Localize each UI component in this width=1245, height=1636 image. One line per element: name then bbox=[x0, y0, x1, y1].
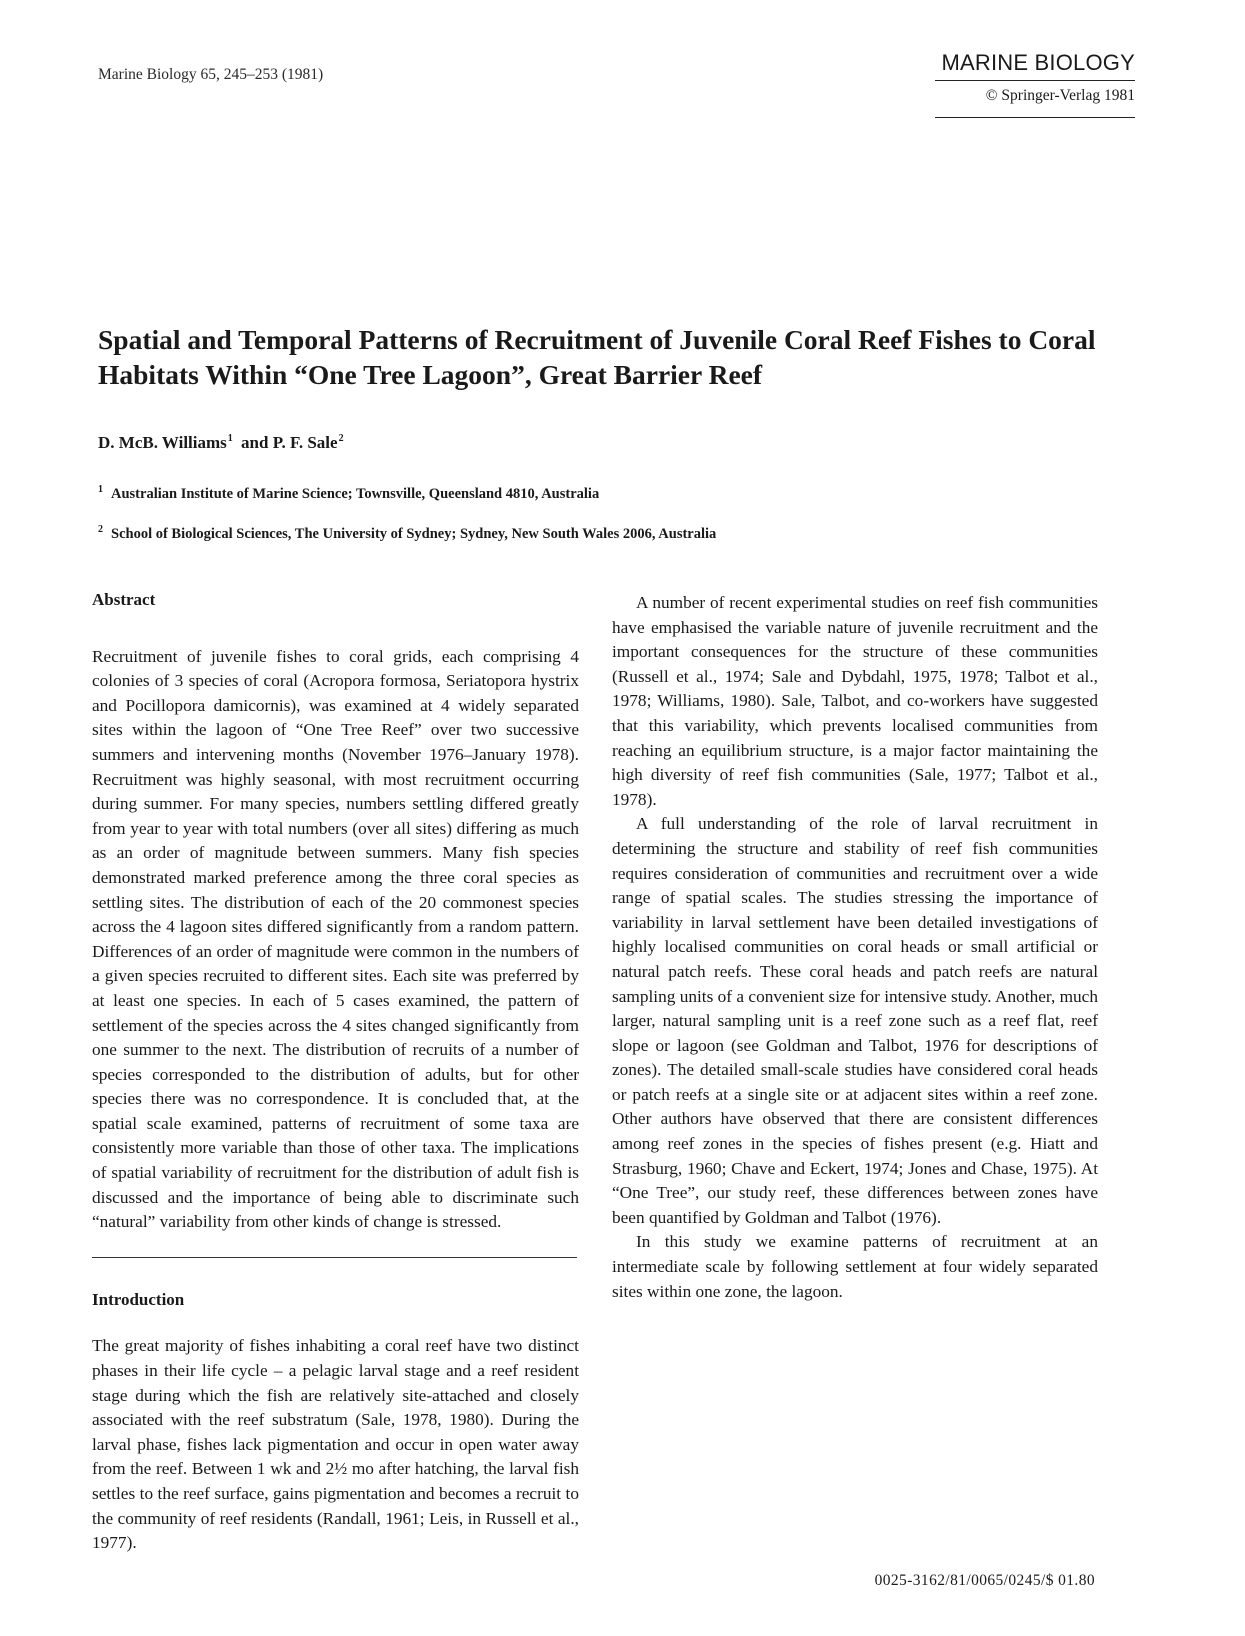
affiliation bbox=[98, 524, 716, 543]
intro-paragraph: A full understanding of the role of larval recruitment in determining the structure and stability of reef fish communities requires consideration of communities and recruitment over a wide range of spatial scales. The studies stressing the importance of variability in larval settlement have been detailed investigations of highly localised communities on coral heads or small artificial or natural patch reefs. These coral heads and patch reefs are natural sampling units of a convenient size for intensive study. Another, much larger, natural sampling unit is a reef zone such as a reef flat, reef slope or lagoon (see Goldman and Talbot, 1976 for descriptions of zones). The detailed small-scale studies have considered coral heads or patch reefs at a single site or at adjacent sites within a reef zone. Other authors have observed that there are consistent differences among reef zones in the species of fishes present (e.g. Hiatt and Strasburg, 1960; Chave and Eckert, 1974; Jones and Chase, 1975). At “One Tree”, our study reef, these differences between zones have been quantified by Goldman and Talbot (1976). bbox=[612, 814, 1098, 1227]
abstract-text: Recruitment of juvenile fishes to coral grids, each comprising 4 colonies of 3 species of coral (Acropora formosa, Seriatopora hystrix and Pocillopora damicornis), was examined at 4 widely separated sites within the lagoon of “One Tree Reef” over two successive summers and intervening months (November 1976–January 1978). Recruitment was highly seasonal, with most recruitment occurring during summer. For many species, numbers settling differed greatly from year to year with total numbers (over all sites) differing as much as an order of magnitude between summers. Many fish species demonstrated marked preference among the three coral species as settling sites. The distribution of each of the 20 commonest species across the 4 lagoon sites differed significantly from a random pattern. Differences of an order of magnitude were common in the numbers of a given species recruited to different sites. Each site was preferred by at least one species. In each of 5 cases examined, the pattern of settlement of the species across the 4 sites changed significantly from one summer to the next. The distribution of recruits of a number of species corresponded to the distribution of adults, but for other species there was no correspondence. It is concluded that, at the spatial scale examined, patterns of recruitment of some taxa are consistently more variable than those of other taxa. The implications of spatial variability of recruitment for the distribution of adult fish is discussed and the importance of being able to discriminate such “natural” variability from other kinds of change is stressed. bbox=[92, 646, 579, 1232]
author-conjunction: and bbox=[236, 433, 273, 452]
abstract-heading: Abstract bbox=[92, 590, 156, 609]
intro-paragraph: In this study we examine patterns of recruitment at an intermediate scale by following settlement at four widely separated sites within one zone, the lagoon. bbox=[612, 1232, 1098, 1301]
author-affiliation-mark: 2 bbox=[338, 433, 344, 445]
affiliation-number: 1 bbox=[98, 484, 103, 495]
affiliation-text: Australian Institute of Marine Science; Townsville, Queensland 4810, Australia bbox=[111, 485, 600, 502]
author-name: P. F. Sale bbox=[272, 433, 338, 452]
right-column bbox=[612, 591, 1098, 1304]
intro-paragraph: The great majority of fishes inhabiting a coral reef have two distinct phases in their life cycle – a pelagic larval stage and a reef resident stage during which the fish are relatively site-attached and closely associated with the reef substratum (Sale, 1978, 1980). During the larval phase, fishes lack pigmentation and occur in open water away from the reef. Between 1 wk and 2½ mo after hatching, the larval fish settles to the reef surface, gains pigmentation and becomes a recruit to the community of reef residents (Randall, 1961; Leis, in Russell et al., 1977). bbox=[92, 1336, 579, 1553]
copyright-notice: © Springer-Verlag 1981 bbox=[935, 87, 1135, 118]
author-affiliation-mark: 1 bbox=[227, 433, 233, 445]
issn-price-code: 0025-3162/81/0065/0245/$ 01.80 bbox=[874, 1572, 1095, 1589]
author-line bbox=[98, 433, 348, 453]
introduction-heading: Introduction bbox=[92, 1289, 185, 1309]
affiliation bbox=[98, 484, 599, 503]
author-name: D. McB. Williams bbox=[98, 433, 227, 452]
journal-citation: Marine Biology 65, 245–253 (1981) bbox=[98, 66, 324, 83]
affiliation-number: 2 bbox=[98, 524, 103, 535]
journal-name: MARINE BIOLOGY bbox=[935, 50, 1135, 81]
article-title: Spatial and Temporal Patterns of Recruitment of Juvenile Coral Reef Fishes to Coral Habitats Within “One Tree Lagoon”, Great Barrier Reef bbox=[98, 324, 1096, 390]
journal-masthead bbox=[935, 50, 1135, 118]
intro-paragraph: A number of recent experimental studies on reef fish communities have emphasised the variable nature of juvenile recruitment and the important consequences for the structure of these communities (Russell et al., 1974; Sale and Dybdahl, 1975, 1978; Talbot et al., 1978; Williams, 1980). Sale, Talbot, and co-workers have suggested that this variability, which prevents localised communities from reaching an equilibrium structure, is a major factor maintaining the high diversity of reef fish communities (Sale, 1977; Talbot et al., 1978). bbox=[612, 593, 1098, 809]
affiliation-text: School of Biological Sciences, The University of Sydney; Sydney, New South Wales 2006, Australia bbox=[111, 525, 717, 542]
section-divider bbox=[92, 1257, 577, 1258]
left-column bbox=[92, 588, 579, 1556]
